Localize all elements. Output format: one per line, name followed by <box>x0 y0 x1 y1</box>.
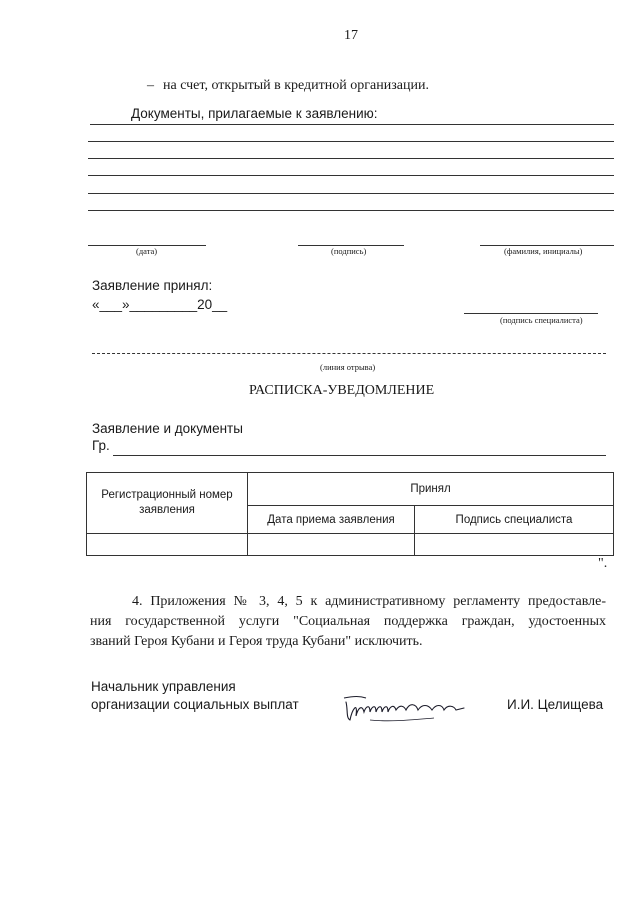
closing-quote: ". <box>598 556 608 571</box>
table-cell-date <box>248 534 415 556</box>
documents-line-5 <box>88 193 614 194</box>
bullet-text: на счет, открытый в кредитной организации. <box>163 78 429 93</box>
specialist-signature-caption: (подпись специалиста) <box>500 315 583 325</box>
signer-position-line-2: организации социальных выплат <box>91 697 299 712</box>
table-col1-header: Регистрационный номер заявления <box>87 473 248 534</box>
documents-label: Документы, прилагаемые к заявлению: <box>131 106 378 121</box>
documents-line-6 <box>88 210 614 211</box>
registration-table <box>86 472 614 556</box>
handwritten-signature <box>340 690 480 726</box>
table-col2-header: Дата приема заявления <box>248 506 415 534</box>
accepted-date: «___»_________20__ <box>92 297 228 312</box>
name-caption: (фамилия, инициалы) <box>504 246 583 256</box>
paragraph-4 <box>90 592 606 652</box>
table-group-header: Принял <box>248 473 614 506</box>
documents-line-2 <box>88 141 614 142</box>
tear-line-caption: (линия отрыва) <box>320 362 376 372</box>
signer-position-line-1: Начальник управления <box>91 679 236 694</box>
signer-name: И.И. Целищева <box>507 697 604 712</box>
documents-line-4 <box>88 175 614 176</box>
receipt-name-line <box>113 455 606 456</box>
date-caption: (дата) <box>136 246 158 256</box>
documents-line-1 <box>90 124 614 125</box>
table-cell-signature <box>415 534 614 556</box>
tear-line <box>92 353 606 354</box>
receipt-title: РАСПИСКА-УВЕДОМЛЕНИЕ <box>249 383 435 398</box>
documents-line-3 <box>88 158 614 159</box>
table-cell-registration <box>87 534 248 556</box>
bullet-dash: – <box>147 78 154 93</box>
page-number: 17 <box>344 28 358 43</box>
table-col3-header: Подпись специалиста <box>415 506 614 534</box>
paragraph-4-line-3: званий Героя Кубани и Героя труда Кубани" исключить. <box>90 634 423 649</box>
paragraph-4-line-2: ния государственной услуги "Социальная поддержка граждан, удостоенных <box>90 614 606 629</box>
paragraph-4-line-1: 4. Приложения № 3, 4, 5 к административному регламенту предоставле- <box>132 594 606 609</box>
signature-caption: (подпись) <box>331 246 367 256</box>
accepted-label: Заявление принял: <box>92 278 213 293</box>
specialist-signature-line <box>464 313 598 314</box>
receipt-line-1: Заявление и документы <box>92 421 243 436</box>
receipt-line-2-prefix: Гр. <box>92 438 110 453</box>
